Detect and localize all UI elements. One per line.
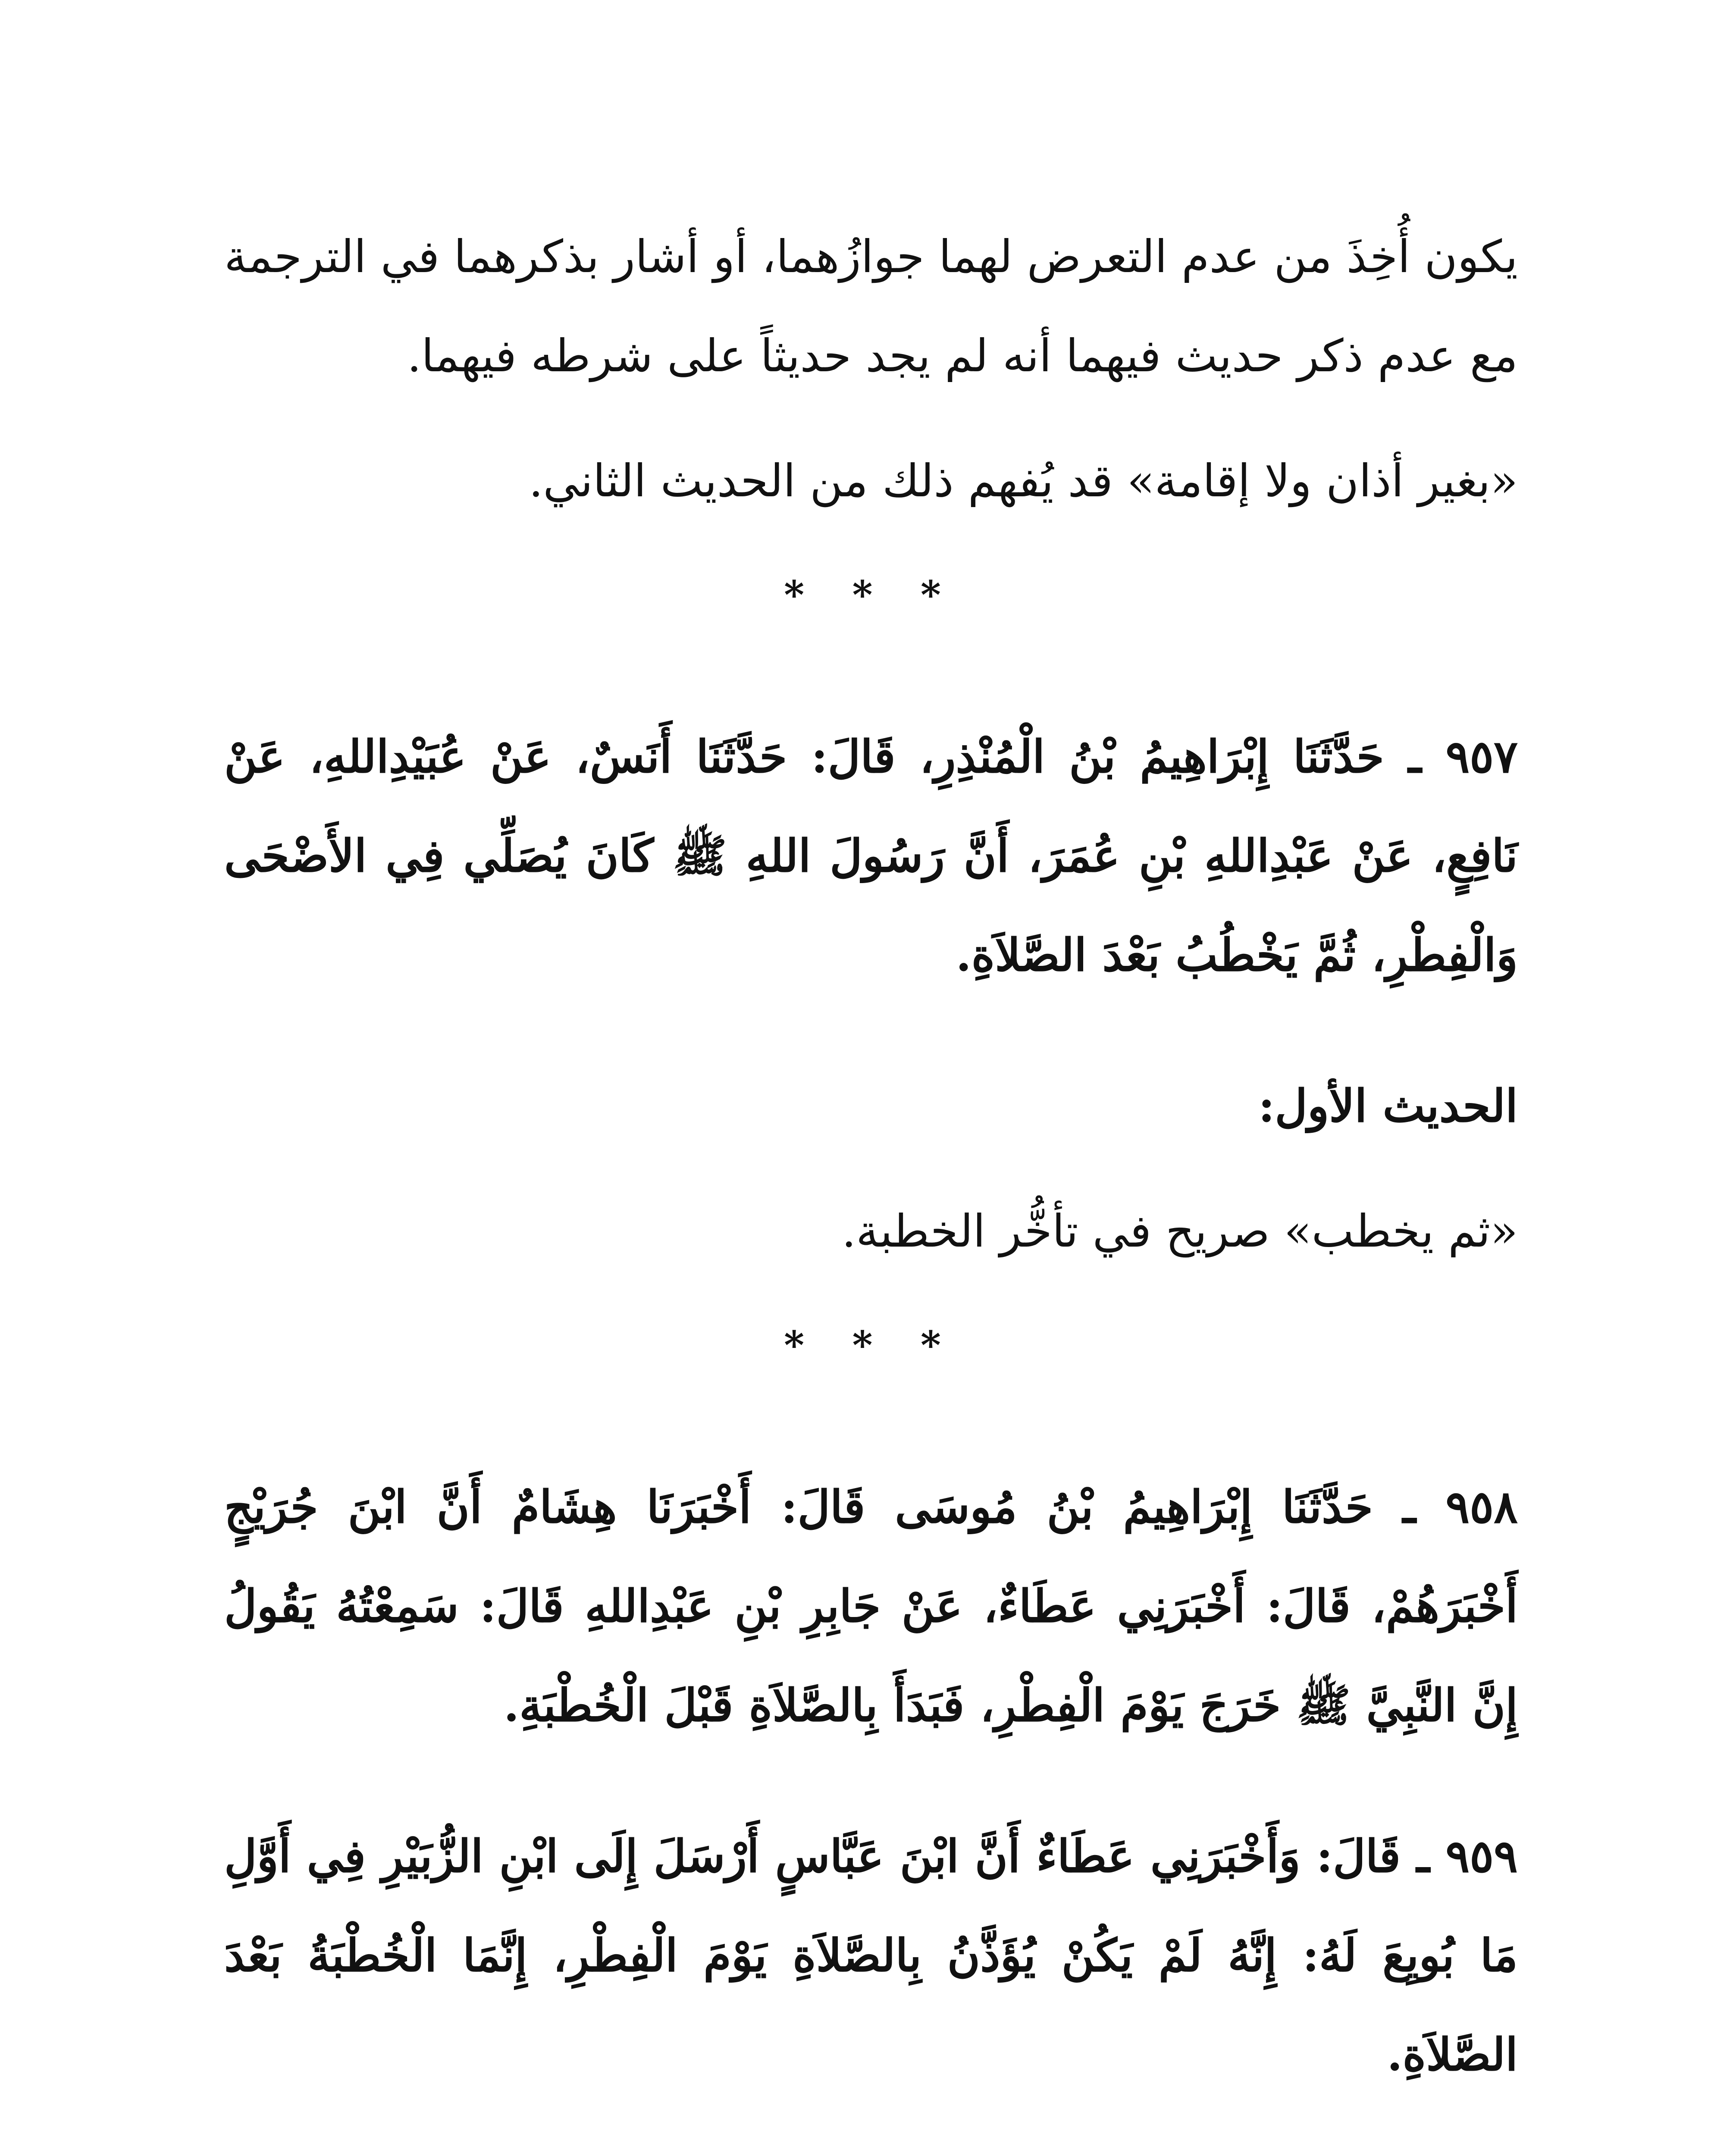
section-divider-stars: * * * — [784, 572, 958, 618]
commentary-paragraph-adhan: «بغير أذان ولا إقامة» قد يُفهم ذلك من الحديث الثاني. — [529, 454, 1518, 507]
hadith-957: ٩٥٧ ـ حَدَّثَنَا إِبْرَاهِيمُ بْنُ الْمُنْذِرِ، قَالَ: حَدَّثَنَا أَنَسٌ، عَنْ عُبَيْدِاللهِ، عَنْ نَافِعٍ، عَنْ عَبْدِاللهِ بْنِ عُمَرَ، أَنَّ رَسُولَ اللهِ ﷺ كَانَ يُصَلِّي فِي الأَضْحَى وَالْفِطْرِ، ثُمَّ يَخْطُبُ بَعْدَ الصَّلاَةِ. — [224, 730, 1518, 981]
commentary-paragraph-khutba: «ثم يخطب» صريح في تأخُّر الخطبة. — [842, 1205, 1518, 1257]
commentary-paragraph-continuation: يكون أُخِذَ من عدم التعرض لهما جوازُهما، أو أشار بذكرهما في الترجمة مع عدم ذكر حديث فيهما أنه لم يجد حديثاً على شرطه فيهما. — [224, 230, 1518, 382]
section-heading-first-hadith: الحديث الأول: — [1258, 1079, 1518, 1132]
section-divider-stars: * * * — [784, 1322, 958, 1368]
page-content — [224, 207, 1518, 2104]
hadith-958: ٩٥٨ ـ حَدَّثَنَا إِبْرَاهِيمُ بْنُ مُوسَى قَالَ: أَخْبَرَنَا هِشَامٌ أَنَّ ابْنَ جُرَيْجٍ أَخْبَرَهُمْ، قَالَ: أَخْبَرَنِي عَطَاءٌ، عَنْ جَابِرِ بْنِ عَبْدِاللهِ قَالَ: سَمِعْتُهُ يَقُولُ إِنَّ النَّبِيَّ ﷺ خَرَجَ يَوْمَ الْفِطْرِ، فَبَدَأَ بِالصَّلاَةِ قَبْلَ الْخُطْبَةِ. — [224, 1480, 1518, 1732]
hadith-959: ٩٥٩ ـ قَالَ: وَأَخْبَرَنِي عَطَاءٌ أَنَّ ابْنَ عَبَّاسٍ أَرْسَلَ إِلَى ابْنِ الزُّبَيْرِ فِي أَوَّلِ مَا بُويِعَ لَهُ: إِنَّهُ لَمْ يَكُنْ يُؤَذَّنُ بِالصَّلاَةِ يَوْمَ الْفِطْرِ، إِنَّمَا الْخُطْبَةُ بَعْدَ الصَّلاَةِ. — [224, 1830, 1518, 2081]
